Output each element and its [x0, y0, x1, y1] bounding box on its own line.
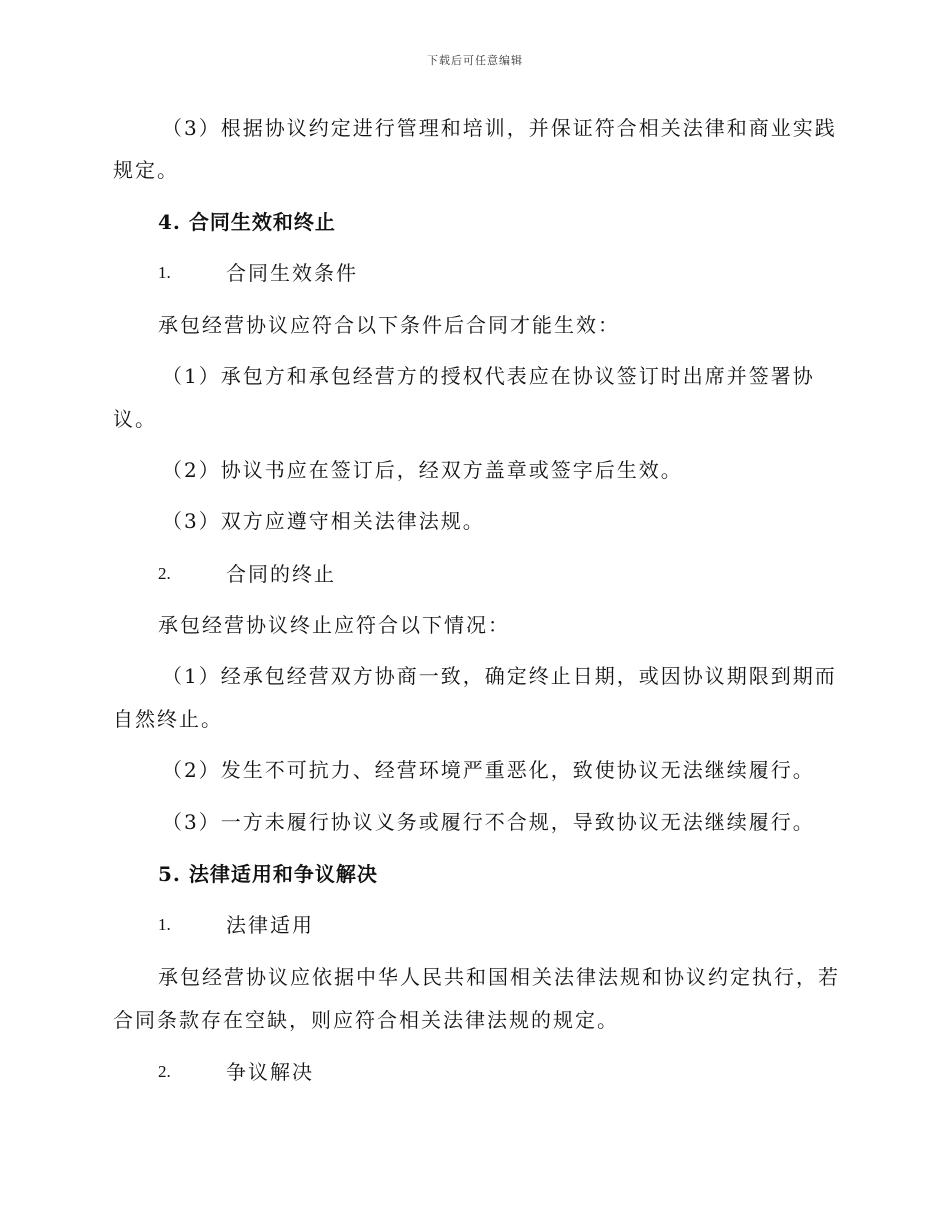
page-header: 下载后可任意编辑: [427, 54, 523, 67]
subheading-text: 争议解决: [226, 1060, 314, 1084]
list-number: 2.: [158, 1062, 171, 1081]
paragraph-line: 承包经营协议应符合以下条件后合同才能生效：: [158, 313, 620, 337]
paragraph-line: 合同条款存在空缺，则应符合相关法律法规的规定。: [113, 1008, 619, 1032]
paragraph-line: （3）双方应遵守相关法律法规。: [162, 509, 485, 533]
list-number: 1.: [158, 263, 171, 282]
paragraph-line: 承包经营协议应依据中华人民共和国相关法律法规和协议约定执行，若: [158, 965, 840, 989]
paragraph-line: （2）协议书应在签订后，经双方盖章或签字后生效。: [162, 458, 683, 482]
paragraph-line: （3）一方未履行协议义务或履行不合规，导致协议无法继续履行。: [162, 810, 815, 834]
paragraph-line: （1）承包方和承包经营方的授权代表应在协议签订时出席并签署协: [162, 364, 815, 388]
section-heading: 5. 法律适用和争议解决: [158, 862, 378, 886]
subheading-text: 合同的终止: [226, 562, 336, 586]
section-heading: 4. 合同生效和终止: [158, 210, 336, 234]
list-number: 2.: [158, 564, 171, 583]
subheading-text: 合同生效条件: [226, 261, 358, 285]
paragraph-line: （2）发生不可抗力、经营环境严重恶化，致使协议无法继续履行。: [162, 758, 815, 782]
paragraph-line: （1）经承包经营双方协商一致，确定终止日期，或因协议期限到期而: [162, 664, 837, 688]
paragraph-line: 议。: [113, 407, 157, 431]
paragraph-line: 承包经营协议终止应符合以下情况：: [158, 613, 510, 637]
paragraph-line: 自然终止。: [113, 707, 223, 731]
list-number: 1.: [158, 915, 171, 934]
subheading-text: 法律适用: [226, 913, 314, 937]
paragraph-line: （3）根据协议约定进行管理和培训，并保证符合相关法律和商业实践: [162, 116, 837, 140]
paragraph-line: 规定。: [113, 158, 179, 182]
